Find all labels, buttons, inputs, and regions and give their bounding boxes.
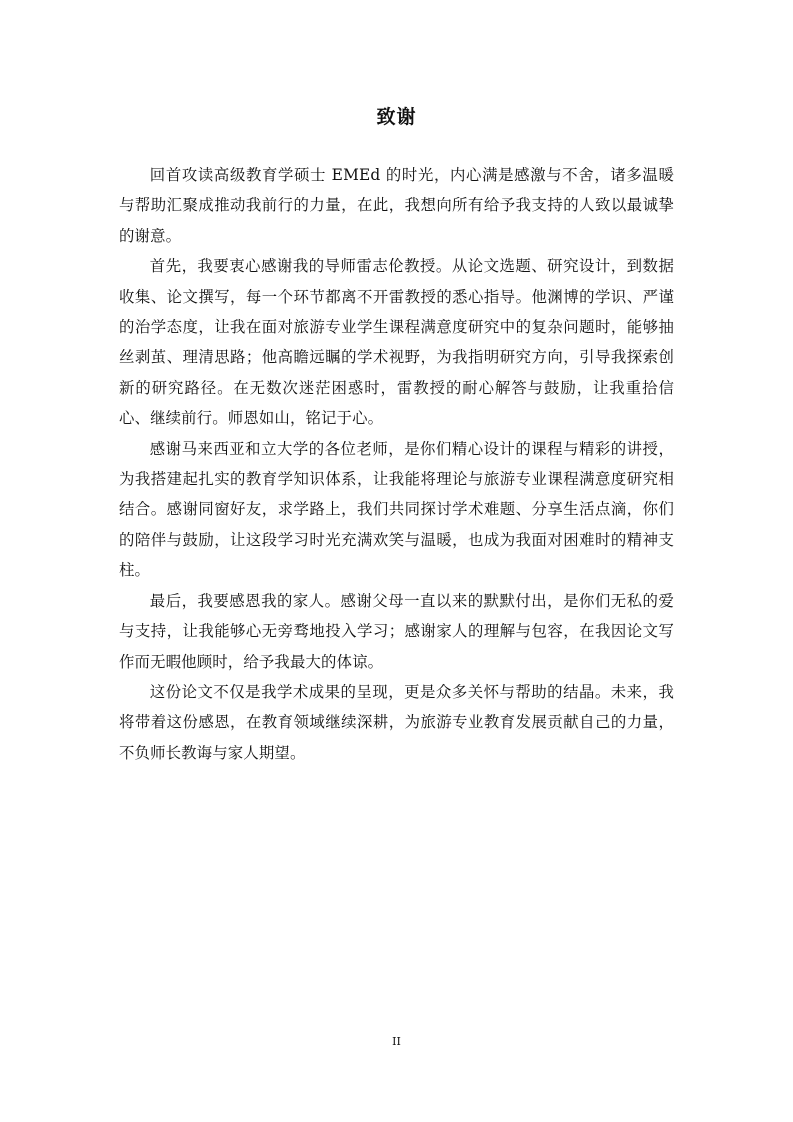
page-number: II [392, 1035, 401, 1048]
acknowledgement-body [119, 160, 674, 768]
paragraph-family: 最后，我要感恩我的家人。感谢父母一直以来的默默付出，是你们无私的爱与支持，让我能够心无旁骛地投入学习；感谢家人的理解与包容，在我因论文写作而无暇他顾时，给予我最大的体谅。 [119, 591, 674, 671]
paragraph-advisor: 首先，我要衷心感谢我的导师雷志伦教授。从论文选题、研究设计，到数据收集、论文撰写，每一个环节都离不开雷教授的悉心指导。他渊博的学识、严谨的治学态度，让我在面对旅游专业学生课程满意度研究中的复杂问题时，能够抽丝剥茧、理清思路；他高瞻远瞩的学术视野，为我指明研究方向，引导我探索创新的研究路径。在无数次迷茫困惑时，雷教授的耐心解答与鼓励，让我重拾信心、继续前行。师恩如山，铭记于心。 [119, 257, 674, 428]
page-title: 致谢 [376, 106, 417, 128]
paragraph-closing: 这份论文不仅是我学术成果的呈现，更是众多关怀与帮助的结晶。未来，我将带着这份感恩，在教育领域继续深耕，为旅游专业教育发展贡献自己的力量，不负师长教诲与家人期望。 [119, 682, 674, 762]
paragraph-intro: 回首攻读高级教育学硕士 EMEd 的时光，内心满是感激与不舍，诸多温暖与帮助汇聚成推动我前行的力量，在此，我想向所有给予我支持的人致以最诚挚的谢意。 [119, 166, 674, 245]
paragraph-teachers-classmates: 感谢马来西亚和立大学的各位老师，是你们精心设计的课程与精彩的讲授，为我搭建起扎实的教育学知识体系，让我能将理论与旅游专业课程满意度研究相结合。感谢同窗好友，求学路上，我们共同探讨学术难题、分享生活点滴，你们的陪伴与鼓励，让这段学习时光充满欢笑与温暖，也成为我面对困难时的精神支柱。 [119, 439, 674, 580]
